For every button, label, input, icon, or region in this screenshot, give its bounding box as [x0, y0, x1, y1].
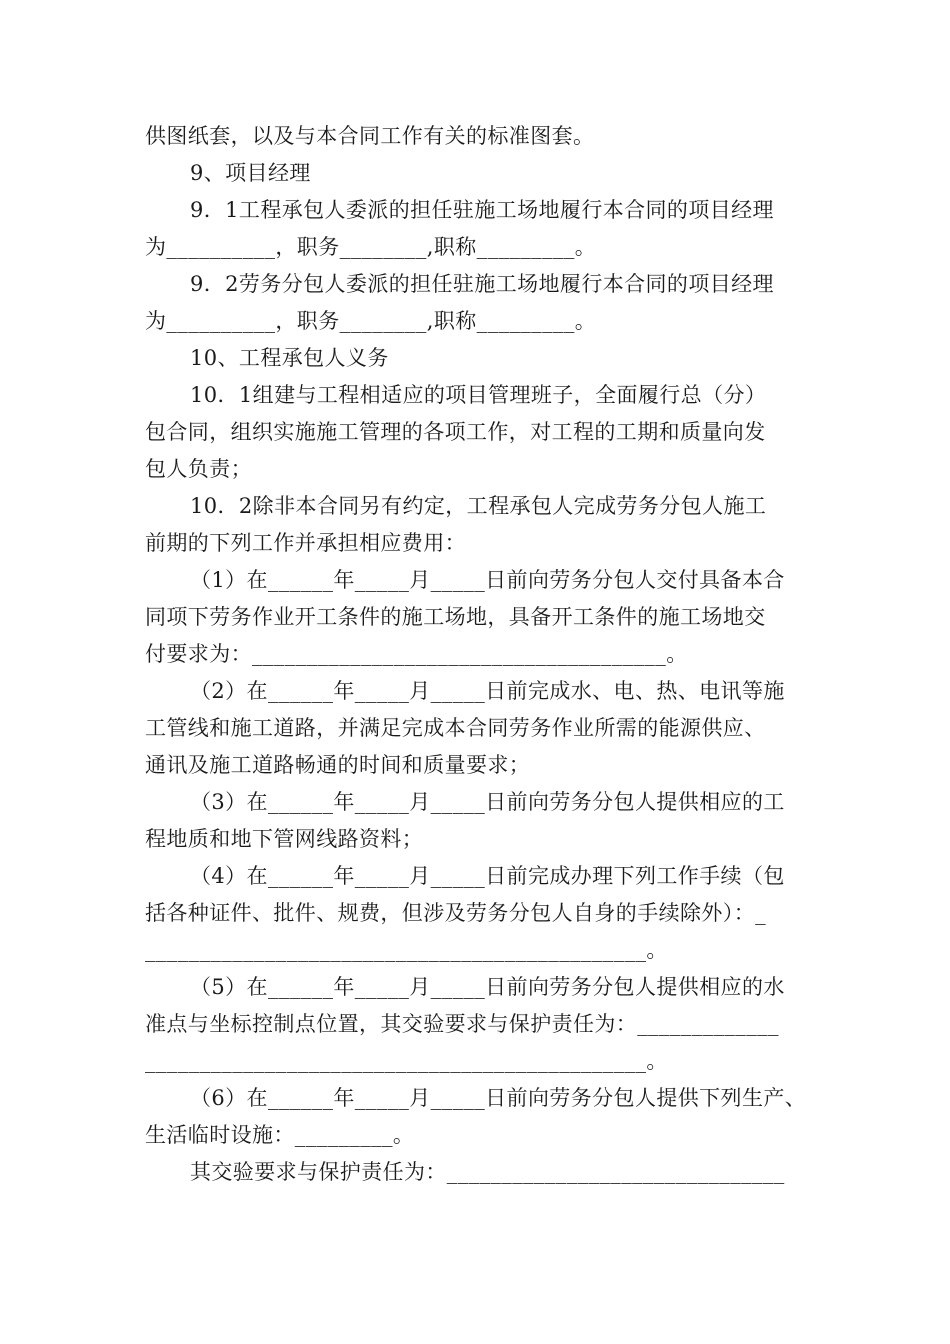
text-line: 准点与坐标控制点位置，其交验要求与保护责任为：_____________	[145, 1012, 779, 1036]
fill-in-line: ______________________________________________。	[145, 1049, 668, 1073]
fill-in-line: 付要求为：______________________________________。	[145, 642, 688, 666]
text-line: 前期的下列工作并承担相应费用：	[145, 531, 466, 555]
clause-line: 10．1组建与工程相适应的项目管理班子，全面履行总（分）	[190, 383, 767, 407]
text-line: 生活临时设施：_________。	[145, 1123, 415, 1147]
text-line: 包合同，组织实施施工管理的各项工作，对工程的工期和质量向发	[145, 420, 766, 444]
text-line: 工管线和施工道路，并满足完成本合同劳务作业所需的能源供应、	[145, 716, 766, 740]
section-heading: 10、工程承包人义务	[190, 346, 389, 370]
item-line: （2）在______年_____月_____日前完成水、电、热、电讯等施	[190, 679, 785, 703]
fill-in-line: 为__________，职务________,职称_________。	[145, 235, 597, 259]
clause-line: 10．2除非本合同另有约定，工程承包人完成劳务分包人施工	[190, 494, 767, 518]
text-line: 包人负责；	[145, 457, 252, 481]
clause-line: 9．1工程承包人委派的担任驻施工场地履行本合同的项目经理	[190, 198, 774, 222]
text-line: 同项下劳务作业开工条件的施工场地，具备开工条件的施工场地交	[145, 605, 766, 629]
section-heading: 9、项目经理	[190, 161, 311, 185]
item-line: （4）在______年_____月_____日前完成办理下列工作手续（包	[190, 864, 785, 888]
text-line: 供图纸套，以及与本合同工作有关的标准图套。	[145, 124, 595, 148]
item-line: （3）在______年_____月_____日前向劳务分包人提供相应的工	[190, 790, 785, 814]
item-line: （6）在______年_____月_____日前向劳务分包人提供下列生产、	[190, 1086, 807, 1110]
text-line: 括各种证件、批件、规费，但涉及劳务分包人自身的手续除外）：_	[145, 901, 766, 925]
text-line: 通讯及施工道路畅通的时间和质量要求；	[145, 753, 531, 777]
item-line: （5）在______年_____月_____日前向劳务分包人提供相应的水	[190, 975, 785, 999]
text-line: 其交验要求与保护责任为：_______________________________	[190, 1160, 785, 1184]
fill-in-line: ______________________________________________。	[145, 938, 668, 962]
clause-line: 9．2劳务分包人委派的担任驻施工场地履行本合同的项目经理	[190, 272, 774, 296]
item-line: （1）在______年_____月_____日前向劳务分包人交付具备本合	[190, 568, 785, 592]
fill-in-line: 为__________，职务________,职称_________。	[145, 309, 597, 333]
text-line: 程地质和地下管网线路资料；	[145, 827, 424, 851]
